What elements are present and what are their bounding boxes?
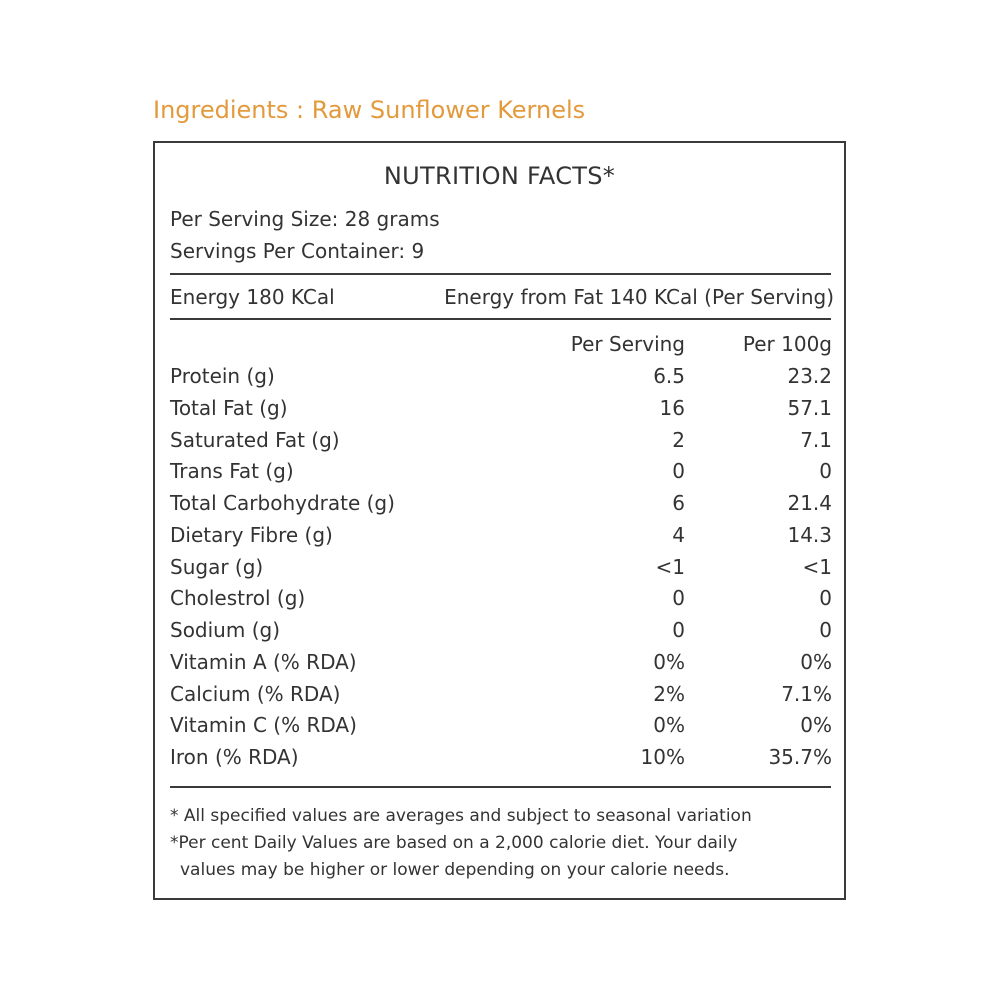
- servings-per-container: Servings Per Container: 9: [170, 239, 425, 263]
- per-serving-value: 10%: [640, 745, 685, 769]
- nutrient-name: Calcium (% RDA): [170, 681, 341, 706]
- per-serving-value: 16: [659, 395, 685, 420]
- per-serving-value: <1: [655, 554, 685, 579]
- nutrient-name: Dietary Fibre (g): [170, 522, 333, 547]
- per-100g-value: <1: [802, 554, 832, 579]
- per-100g-value: 0%: [800, 649, 832, 674]
- nutrient-row: [170, 520, 832, 552]
- nutrient-name: Iron (% RDA): [170, 745, 299, 769]
- per-100g-value: 14.3: [787, 522, 832, 547]
- per-100g-value: 0: [819, 618, 832, 642]
- ingredients-heading: Ingredients : Raw Sunflower Kernels: [153, 96, 586, 124]
- footnote: values may be higher or lower depending on your calorie needs.: [180, 860, 730, 880]
- per-100g-value: 35.7%: [768, 745, 832, 769]
- per-serving-value: 4: [672, 522, 685, 547]
- nutrient-name: Vitamin A (% RDA): [170, 649, 357, 674]
- nutrient-name: Sodium (g): [170, 618, 280, 642]
- divider: [170, 786, 831, 788]
- per-serving-value: 2%: [653, 681, 685, 706]
- column-header-per-100g: Per 100g: [742, 332, 832, 356]
- per-100g-value: 21.4: [787, 491, 832, 515]
- nutrient-name: Total Fat (g): [170, 395, 288, 420]
- nutrient-row: [170, 456, 832, 488]
- nutrient-row: [170, 425, 832, 457]
- nutrient-row: [170, 647, 832, 679]
- nutrient-name: Cholestrol (g): [170, 586, 306, 611]
- nutrient-name: Vitamin C (% RDA): [170, 713, 357, 738]
- per-100g-value: 7.1%: [781, 681, 832, 706]
- nutrient-row: [170, 393, 832, 425]
- divider: [170, 318, 831, 320]
- nutrition-facts-title: NUTRITION FACTS*: [383, 162, 616, 190]
- nutrient-name: Trans Fat (g): [170, 459, 294, 484]
- per-serving-value: 0: [672, 459, 685, 484]
- nutrient-row: [170, 710, 832, 742]
- nutrient-row: [170, 679, 832, 711]
- per-serving-value: 2: [672, 427, 685, 452]
- per-100g-value: 57.1: [787, 395, 832, 420]
- nutrient-row: [170, 488, 832, 520]
- nutrition-facts-panel: [153, 141, 846, 900]
- nutrient-name: Protein (g): [170, 364, 275, 388]
- energy: Energy 180 KCal: [170, 285, 335, 309]
- per-100g-value: 7.1: [800, 427, 832, 452]
- nutrient-name: Sugar (g): [170, 554, 264, 579]
- per-100g-value: 0%: [800, 713, 832, 738]
- energy-from-fat: Energy from Fat 140 KCal (Per Serving): [444, 285, 834, 309]
- nutrient-row: [170, 361, 832, 393]
- footnote: * All specified values are averages and subject to seasonal variation: [170, 806, 752, 826]
- per-serving-value: 0%: [653, 713, 685, 738]
- per-100g-value: 0: [819, 586, 832, 611]
- nutrient-row: [170, 615, 832, 647]
- per-serving-value: 0: [672, 586, 685, 611]
- per-serving-value: 6: [672, 491, 685, 515]
- per-100g-value: 0: [819, 459, 832, 484]
- per-serving-value: 0%: [653, 649, 685, 674]
- per-serving-value: 0: [672, 618, 685, 642]
- footnote: *Per cent Daily Values are based on a 2,000 calorie diet. Your daily: [170, 833, 738, 853]
- serving-size: Per Serving Size: 28 grams: [170, 207, 440, 231]
- nutrient-name: Saturated Fat (g): [170, 427, 340, 452]
- column-header-per-serving: Per Serving: [570, 332, 685, 356]
- nutrient-row: [170, 583, 832, 615]
- nutrient-row: [170, 552, 832, 584]
- divider: [170, 273, 831, 275]
- per-serving-value: 6.5: [653, 364, 685, 388]
- per-100g-value: 23.2: [787, 364, 832, 388]
- nutrient-name: Total Carbohydrate (g): [170, 491, 395, 515]
- nutrient-row: [170, 742, 832, 774]
- nutrient-table: [170, 361, 832, 774]
